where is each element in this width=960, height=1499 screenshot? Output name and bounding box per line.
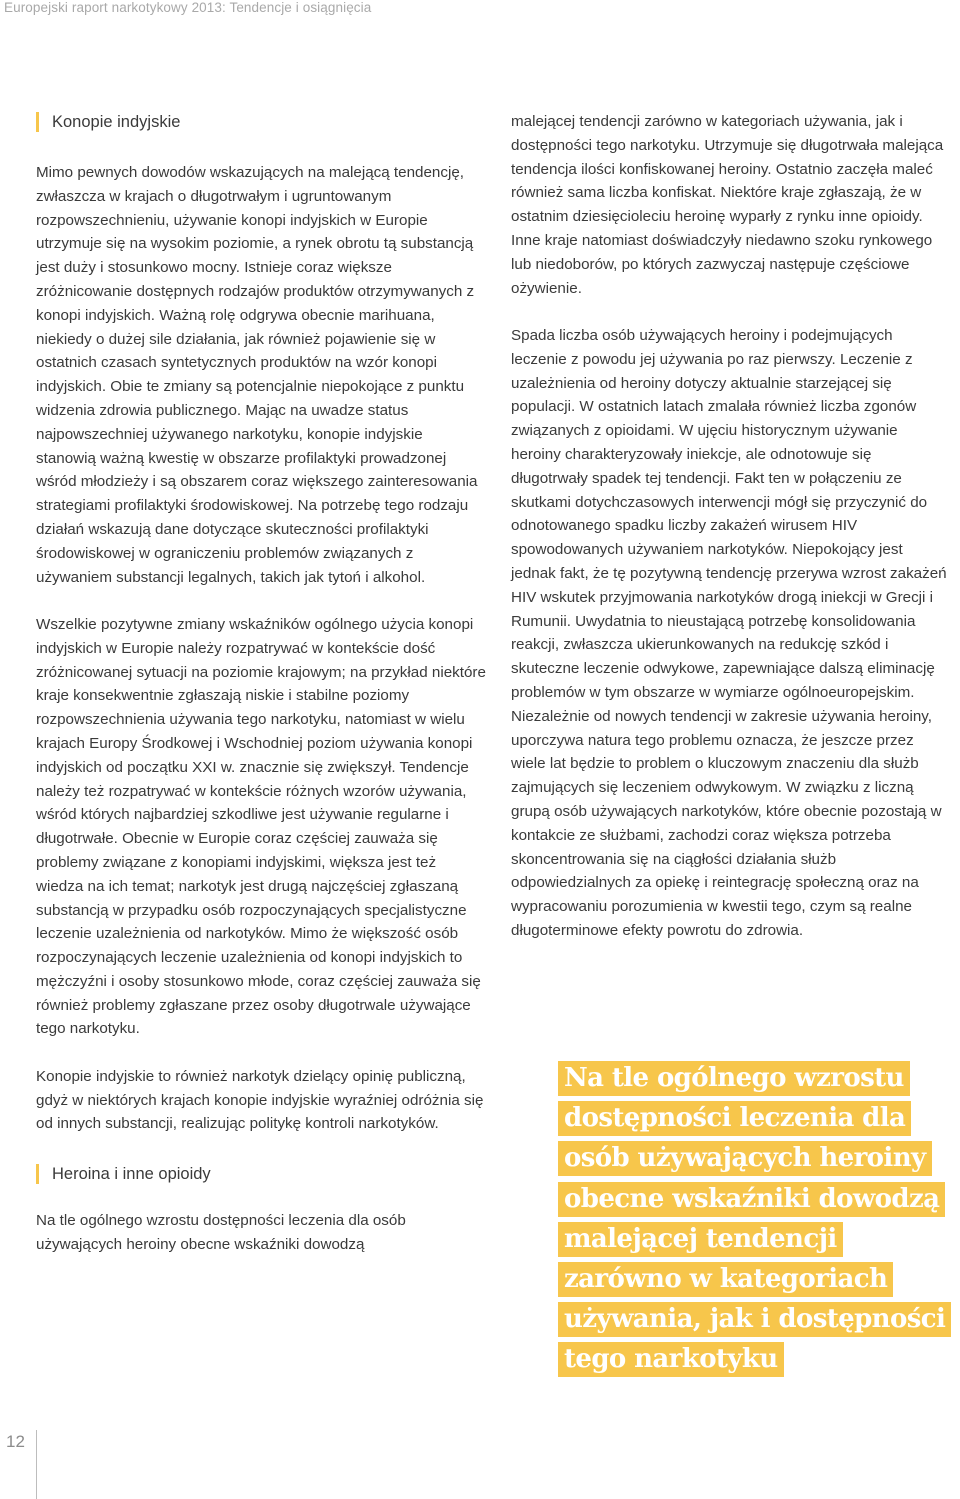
- running-header: Europejski raport narkotykowy 2013: Tendencje i osiągnięcia: [4, 0, 372, 15]
- paragraph: Na tle ogólnego wzrostu dostępności leczenia dla osób używających heroiny obecne wskaźniki dowodzą: [36, 1212, 406, 1254]
- section-heading-text: Konopie indyjskie: [52, 113, 181, 131]
- paragraph: malejącej tendencji zarówno w kategoriach używania, jak i dostępności tego narkotyku. Utrzymuje się długotrwała malejąca tendencja ilości konfiskowanej heroiny. Ostatnio zaczęła maleć również sama liczba konfiskat. Niektóre kraje zgłaszają, że w ostatnim dziesięcioleciu heroinę wyparły z rynku inne opioidy. Inne kraje natomiast doświadczyły niedawno szoku rynkowego lub niedoborów, po których zazwyczaj następuje częściowe ożywienie.: [511, 113, 944, 297]
- paragraph: Spada liczba osób używających heroiny i podejmujących leczenie z powodu jej używania po raz pierwszy. Leczenie z uzależnienia od heroiny dotyczy aktualnie starzejącej się populacji. W ostatnich latach zmalała również liczba zgonów związanych z opioidami. W ujęciu historycznym używanie heroiny charakteryzowały iniekcje, ale odnotowuje się długotrwały spadek tej tendencji. Fakt ten w połączeniu ze skutkami dotychczasowych interwencji mógł się przyczynić do odnotowanego spadku liczby zakażeń wirusem HIV spowodowanych używaniem narkotyków. Niepokojący jest jednak fakt, że tę pozytywną tendencję przerywa wzrost zakażeń HIV wskutek przyjmowania narkotyków drogą iniekcji w Grecji i Rumunii. Uwydatnia to nieustającą potrzebę konsolidowania reakcji, zwłaszcza ukierunkowanych na redukcję szkód i skuteczne leczenie odwykowe, zapewniające dalszą eliminację problemów w tym obszarze w wymiarze ogólnoeuropejskim. Niezależnie od nowych tendencji w zakresie używania heroiny, uporczywa natura tego problemu oznacza, że jeszcze przez wiele lat będzie to problem o kluczowym znaczeniu dla służb zajmujących się leczeniem odwykowym. W związku z liczną grupą osób używających narkotyków, które obecnie pozostają w kontakcie ze służbami, zachodzi coraz większa potrzeba skoncentrowania się na ciągłości działania służb odpowiedzialnych za opiekę i reintegrację społeczną oraz na wypracowaniu porozumienia w kwestii tego, czym są realne długoterminowe efekty powrotu do zdrowia.: [511, 326, 947, 939]
- section-heading-heroin: [36, 1162, 486, 1186]
- paragraph: Konopie indyjskie to również narkotyk dzielący opinię publiczną, gdyż w niektórych krajach konopie indyjskie wyraźniej odróżnia się od innych substancji, realizując politykę kontroli narkotyków.: [36, 1067, 484, 1133]
- right-column: [511, 110, 951, 943]
- paragraph: Mimo pewnych dowodów wskazujących na malejącą tendencję, zwłaszcza w krajach o długotrwałym i ugruntowanym rozpowszechnieniu, używanie konopi indyjskich w Europie utrzymuje się na wysokim poziomie, a rynek obrotu tą substancją jest duży i stosunkowo mocny. Istnieje coraz większe zróżnicowanie dostępnych rodzajów produktów otrzymywanych z konopi indyjskich. Ważną rolę odgrywa obecnie marihuana, niekiedy o dużej sile działania, jak również pojawienie się w ostatnich czasach syntetycznych produktów na wzór konopi indyjskich. Obie te zmiany są potencjalnie niepokojące z punktu widzenia zdrowia publicznego. Mając na uwadze status najpowszechniej używanego narkotyku, konopie indyjskie stanowią ważną kwestię w obszarze profilaktyki prowadzonej wśród młodzieży i są obszarem coraz większego zainteresowania strategiami profilaktyki środowiskowej. Na potrzebę tego rodzaju działań wskazują dane dotyczące skuteczności profilaktyki środowiskowej w ograniczeniu problemów związanych z używaniem substancji legalnych, takich jak tytoń i alkohol.: [36, 164, 478, 586]
- section-heading-cannabis: [36, 110, 486, 134]
- paragraph: Wszelkie pozytywne zmiany wskaźników ogólnego użycia konopi indyjskich w Europie należy rozpatrywać w kontekście dość zróżnicowanej sytuacji na poziomie krajowym; na przykład niektóre kraje konsekwentnie zgłaszają niskie i stabilne poziomy rozpowszechnienia używania tego narkotyku, natomiast w wielu krajach Europy Środkowej i Wschodniej poziom używania konopi indyjskich od początku XXI w. znacznie się zwiększył. Tendencje należy też rozpatrywać w kontekście różnych wzorów używania, wśród których najbardziej szkodliwe jest używanie regularne i długotrwałe. Obecnie w Europie coraz częściej zauważa się problemy związane z konopiami indyjskimi, większa jest też wiedza na ich temat; narkotyk jest drugą najczęściej zgłaszaną substancją w przypadku osób rozpoczynających specjalistyczne leczenie uzależnienia od narkotyków. Mimo że większość osób rozpoczynających leczenie uzależnienia od konopi indyjskich to mężczyźni i osoby stosunkowo młode, coraz częściej zauważa się również problemy zgłaszane przez osoby długotrwale używające tego narkotyku.: [36, 615, 486, 1038]
- heading-accent-bar: [36, 112, 39, 132]
- left-column: [36, 110, 486, 1257]
- page-divider: [36, 1430, 37, 1499]
- section-heading-text: Heroina i inne opioidy: [52, 1165, 211, 1184]
- page-number: 12: [6, 1432, 25, 1451]
- pull-quote: [558, 1058, 960, 1380]
- heading-accent-bar: [36, 1164, 39, 1184]
- pull-quote-text: Na tle ogólnego wzrostu dostępności leczenia dla osób używających heroiny obecne wskaźniki dowodzą malejącej tendencji zarówno w kategoriach używania, jak i dostępności tego narkotyku: [558, 1061, 951, 1377]
